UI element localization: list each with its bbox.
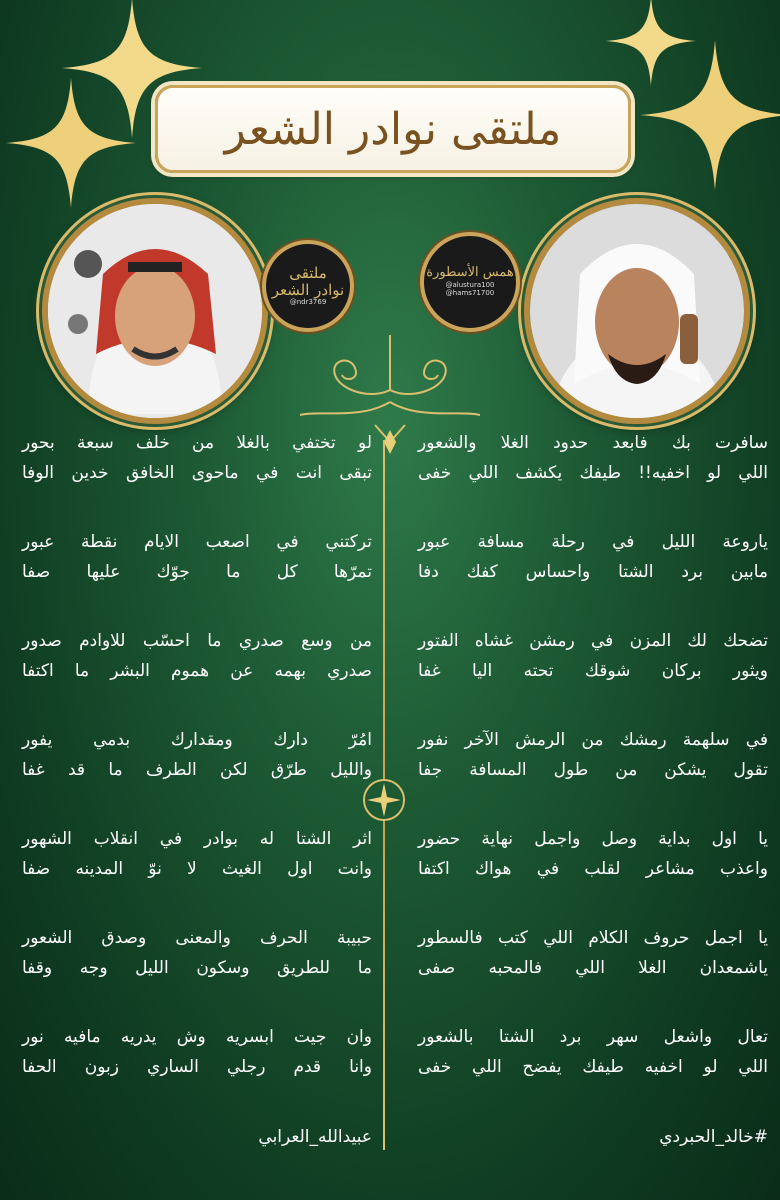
poet-portrait-right [524, 198, 750, 424]
verse-line: مابين برد الشتا واحساس كفك دفا [418, 562, 768, 582]
verse-line: تقول يشكن من طول المسافة جفا [418, 760, 768, 780]
verse-line: واعذب مشاعر لقلب في هواك اكتفا [418, 859, 768, 879]
stanza [418, 824, 768, 923]
verse-line: والليل طرّق لكن الطرف ما قد غفا [22, 760, 372, 780]
verse-line: اللي لو اخفيه!! طيفك يكشف اللي خفى [418, 463, 768, 483]
poet-signature-right: #خالد_الحبردي [659, 1127, 768, 1147]
stanza [22, 824, 372, 923]
stanza [418, 527, 768, 626]
verse-line: يا اول بداية وصل واجمل نهاية حضور [418, 829, 768, 849]
verse-line: ما للطريق وسكون الليل وجه وقفا [22, 958, 372, 978]
stanza [22, 923, 372, 1022]
verse-line: ياشمعدان الغلا اللي فالمحبه صفى [418, 958, 768, 978]
verse-line: لو تختفي بالغلا من خلف سبعة بحور [22, 433, 372, 453]
logo-hams-name: همس الأسطورة [426, 265, 514, 281]
logo-nawader-line2: نوادر الشعر [271, 280, 345, 299]
page-title: ملتقى نوادر الشعر [224, 103, 562, 155]
stanza [22, 1022, 372, 1121]
verse-line: ياروعة الليل في رحلة مسافة عبور [418, 532, 768, 552]
poet-signature-left: عبيدالله_العرابي [258, 1127, 372, 1147]
verse-line: صدري بهمه عن هموم البشر ما اكتفا [22, 661, 372, 681]
poem-column-left [22, 428, 372, 1147]
logo-nawader-line1: ملتقى [289, 264, 327, 283]
stanza [418, 725, 768, 824]
verse-line: اللي لو اخفيه طيفك يفضح اللي خفى [418, 1057, 768, 1077]
verse-line: وان جيت ابسريه وش يدريه مافيه نور [22, 1027, 372, 1047]
logo-nawader [262, 240, 354, 332]
poem-column-right [418, 428, 768, 1147]
logo-hams-handle1: @alustura100 [445, 280, 495, 289]
stanza [22, 626, 372, 725]
stanza [418, 923, 768, 1022]
verse-line: تركتني في اصعب الايام نقطة عبور [22, 532, 372, 552]
verse-line: سافرت بك فابعد حدود الغلا والشعور [418, 433, 768, 453]
poet-portrait-left [42, 198, 268, 424]
stanza [22, 527, 372, 626]
stanza [418, 626, 768, 725]
verse-line: وانا قدم رجلي الساري زبون الحفا [22, 1057, 372, 1077]
logo-hams [420, 232, 520, 332]
stanza [418, 428, 768, 527]
verse-line: اثر الشتا له بوادر في انقلاب الشهور [22, 829, 372, 849]
stanza [22, 428, 372, 527]
verse-line: يا اجمل حروف الكلام اللي كتب فالسطور [418, 928, 768, 948]
verse-line: وانت اول الغيث لا نوّ المدينه ضفا [22, 859, 372, 879]
stanza [22, 725, 372, 824]
verse-line: في سلهمة رمشك من الرمش الآخر نفور [418, 730, 768, 750]
sparkle-icon [6, 78, 136, 208]
logo-hams-handle2: @hams71700 [445, 289, 495, 298]
logo-nawader-handle: @ndr3769 [289, 298, 327, 307]
verse-line: تعال واشعل سهر برد الشتا بالشعور [418, 1027, 768, 1047]
stanza [418, 1022, 768, 1121]
verse-line: ويثور بركان شوقك تحته اليا غفا [418, 661, 768, 681]
sparkle-icon [640, 40, 780, 190]
verse-line: تضحك لك المزن في رمشن غشاه الفتور [418, 631, 768, 651]
verse-line: حبيبة الحرف والمعنى وصدق الشعور [22, 928, 372, 948]
verse-line: تبقى انت في ماحوى الخافق خدين الوفا [22, 463, 372, 483]
verse-line: تمرّها كل ما جوّك عليها صفا [22, 562, 372, 582]
verse-line: من وسع صدري ما احسّب للاوادم صدور [22, 631, 372, 651]
verse-line: امُرّ دارك ومقدارك بدمي يفور [22, 730, 372, 750]
title-banner [155, 85, 631, 173]
